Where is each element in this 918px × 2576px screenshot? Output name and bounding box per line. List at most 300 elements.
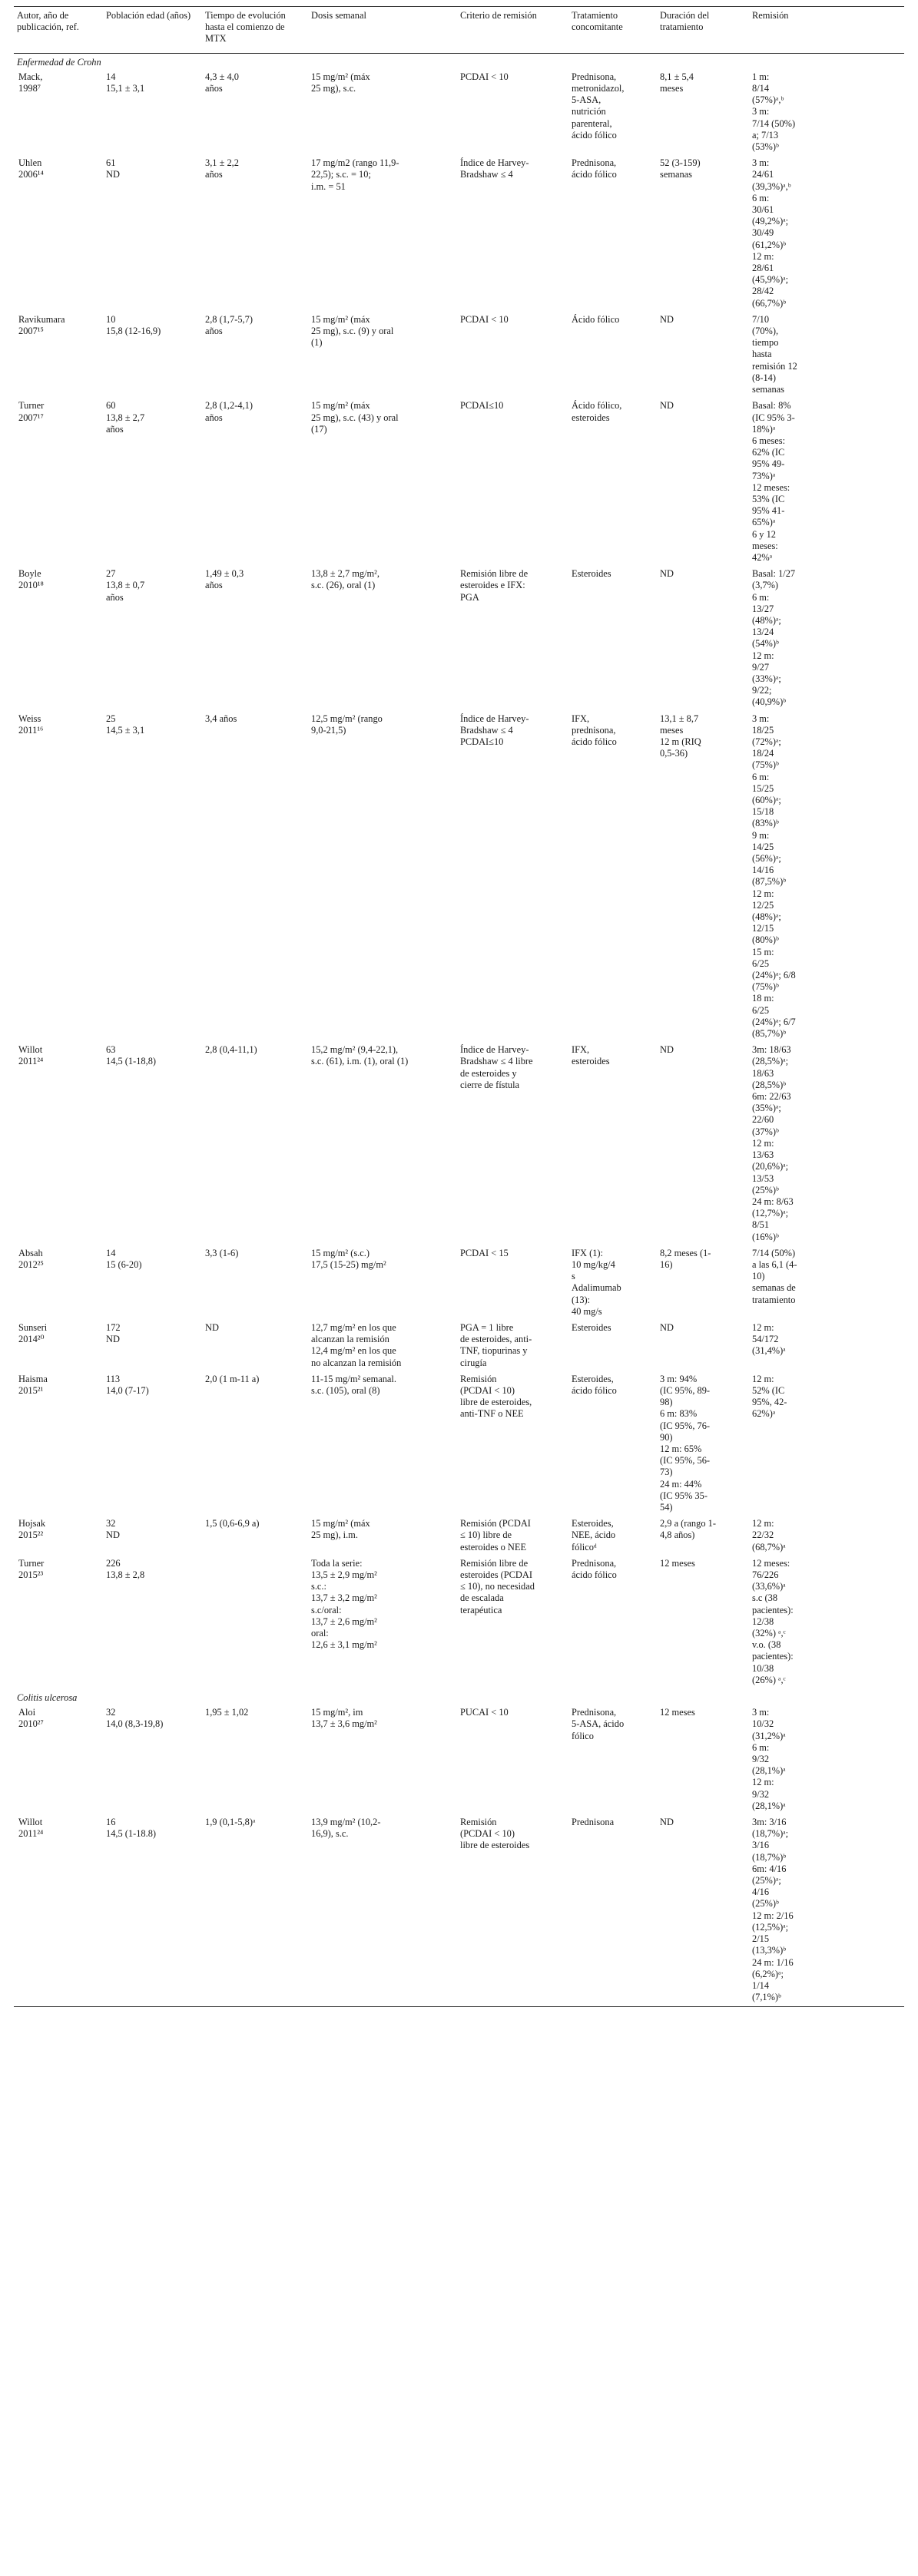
cell-line: 25 mg), s.c. (43) y oral [311,412,399,423]
cell-line: Weiss [18,713,41,724]
cell-line: Ravikumara [18,313,65,325]
cell-line: (16%)ᵇ [752,1231,779,1242]
cell-concomitant [568,1372,657,1516]
cell-criterion [457,1516,568,1556]
cell-line: 22/60 [752,1114,774,1126]
cell-remission [749,156,904,312]
cell-line: 2015²² [18,1529,44,1541]
cell-line: 15 (6-20) [106,1258,142,1270]
cell-line: 8,2 meses (1- [660,1247,711,1258]
cell-evolution [202,1815,308,2007]
cell-line: 22/32 [752,1529,774,1541]
cell-duration [657,567,749,711]
cell-population [103,70,202,156]
cell-line: (12,5%)ᵃ; [752,1921,789,1933]
cell-line: 28/61 [752,263,774,274]
cell-criterion [457,398,568,567]
cell-line: 13,8 ± 2,7 [106,412,145,423]
cell-line: 14 [106,71,116,82]
cell-line: (IC 95%, 76- [660,1420,711,1431]
cell-line: 9/27 [752,661,770,673]
cell-line: Basal: 1/27 [752,568,796,580]
cell-dose [308,712,457,1043]
cell-dose [308,1043,457,1245]
header-author: Autor, año de publicación, ref. [14,7,103,54]
cell-dose [308,1372,457,1516]
cell-line: meses [660,83,684,94]
cell-criterion [457,1815,568,2007]
cell-line: 16,9), s.c. [311,1828,349,1840]
cell-line: 7/14 (50%) [752,117,796,129]
cell-dose [308,1516,457,1556]
cell-line: 14,5 (1-18,8) [106,1056,157,1067]
cell-line: Mack, [18,71,43,82]
cell-line: (8-14) [752,372,776,383]
cell-line: pacientes): [752,1604,794,1615]
cell-line: 15 m: [752,946,774,957]
cell-line: PCDAI≤10 [460,736,504,747]
cell-line: 12,4 mg/m² en los que [311,1345,396,1357]
cell-line: 12 m: [752,1321,774,1333]
cell-line: 15,8 (12-16,9) [106,326,161,337]
cell-line: 3 m: 94% [660,1373,698,1384]
cell-line: 9,0-21,5) [311,724,346,736]
cell-line: 13,5 ± 2,9 mg/m² [311,1569,377,1580]
table-row [14,712,904,1043]
cell-dose [308,156,457,312]
cell-population [103,1516,202,1556]
cell-line: 2011²⁴ [18,1056,44,1067]
cell-line: s.c (38 [752,1592,778,1604]
cell-line: ≤ 10), no necesidad [460,1581,535,1592]
cell-line: Esteroides, [572,1373,614,1384]
cell-line: (48%)ᵃ; [752,614,781,626]
cell-line: años [205,326,223,337]
cell-author [14,1815,103,2007]
cell-criterion [457,1556,568,1689]
cell-line: 12 m: [752,1777,774,1788]
cell-line: (56%)ᵃ; [752,853,781,865]
table-body [14,53,904,2007]
cell-line: 8/14 [752,83,770,94]
cell-line: 15/25 [752,782,774,794]
cell-line: (6,2%)ᵃ; [752,1968,784,1979]
cell-line: (53%)ᵇ [752,141,779,153]
table-row [14,1043,904,1245]
cell-line: ácido fólico [572,169,617,180]
cell-duration [657,1043,749,1245]
cell-line: (45,9%)ᵃ; [752,274,789,286]
cell-line: años [106,591,124,603]
cell-line: 15 mg/m² (máx [311,1518,370,1529]
cell-line: 13,7 ± 2,6 mg/m² [311,1615,377,1627]
cell-line: 62% (IC [752,447,785,458]
cell-line: años [205,412,223,423]
cell-line: 12,5 mg/m² (rango [311,713,383,724]
cell-line: (66,7%)ᵇ [752,297,787,309]
cell-line: Sunseri [18,1321,48,1333]
cell-remission [749,312,904,398]
cell-author [14,398,103,567]
cell-line: 95% 49- [752,458,785,470]
cell-line: Aloi [18,1707,36,1718]
header-evolution: Tiempo de evolución hasta el comienzo de MTX [202,7,308,54]
cell-line: (IC 95%, 89- [660,1384,711,1396]
cell-duration [657,312,749,398]
cell-line: (28,1%)ᵃ [752,1800,786,1811]
cell-author [14,1516,103,1556]
cell-line: 24/61 [752,169,774,180]
cell-author [14,1321,103,1372]
cell-line: 73%)ᵃ [752,470,776,481]
cell-author [14,1705,103,1815]
cell-line: terapéutica [460,1604,502,1615]
cell-line: nutrición [572,106,606,117]
cell-line: 2014²⁰ [18,1334,45,1345]
cell-line: Esteroides [572,568,611,580]
cell-line: Willot [18,1044,43,1056]
cell-line: (37%)ᵇ [752,1126,779,1137]
cell-line: (33%)ᵃ; [752,673,781,684]
cell-concomitant [568,1815,657,2007]
cell-line: de esteroides y [460,1067,517,1079]
cell-line: de esteroides, anti- [460,1334,532,1345]
cell-population [103,1372,202,1516]
cell-author [14,1043,103,1245]
cell-remission [749,1246,904,1321]
cell-remission [749,1516,904,1556]
cell-dose [308,312,457,398]
cell-line: Bradshaw ≤ 4 [460,169,513,180]
cell-line: (57%)ᵃ,ᵇ [752,94,784,106]
cell-line: 2015²³ [18,1569,44,1580]
cell-line: 12 m: [752,1373,774,1384]
cell-line: (28,5%)ᵃ; [752,1056,789,1067]
cell-line: (26%) ᵃ,ᶜ [752,1674,786,1685]
cell-line: s.c/oral: [311,1604,342,1615]
cell-concomitant [568,70,657,156]
cell-line: (70%), [752,326,779,337]
cell-line: Remisión libre de [460,1557,529,1569]
cell-line: 9/22; [752,685,772,696]
cell-line: 2,8 (1,7-5,7) [205,313,253,325]
cell-line: (31,2%)ᵃ [752,1730,786,1741]
cell-evolution [202,1556,308,1689]
cell-line: Turner [18,1557,45,1569]
cell-line: anti-TNF o NEE [460,1408,524,1420]
cell-line: 12/25 [752,899,774,911]
cell-line: s.c. (105), oral (8) [311,1384,380,1396]
cell-line: 1,95 ± 1,02 [205,1707,249,1718]
cell-duration [657,1246,749,1321]
cell-line: 28/42 [752,286,774,297]
cell-line: Ácido fólico, [572,400,622,412]
cell-line: 63 [106,1044,116,1056]
cell-line: Toda la serie: [311,1557,363,1569]
cell-line: 13,8 ± 2,8 [106,1569,145,1580]
cell-line: IFX (1): [572,1247,603,1258]
cell-line: 54/172 [752,1334,779,1345]
cell-line: 12 m: [752,888,774,899]
cell-line: ND [106,169,120,180]
cell-line: 2,0 (1 m-11 a) [205,1373,260,1384]
cell-line: (13): [572,1294,591,1305]
cell-population [103,156,202,312]
cell-line: a; 7/13 [752,129,779,141]
cell-line: (54%)ᵇ [752,638,779,650]
cell-line: Remisión libre de [460,568,529,580]
cell-line: ND [106,1529,120,1541]
cell-remission [749,1705,904,1815]
cell-population [103,1815,202,2007]
cell-line: s.c.: [311,1581,326,1592]
cell-line: Esteroides, [572,1518,614,1529]
cell-line: 113 [106,1373,121,1384]
cell-line: (IC 95%, 56- [660,1455,711,1467]
cell-line: i.m. = 51 [311,180,346,192]
cell-line: 6 m: 83% [660,1408,698,1420]
cell-line: esteroides [572,1056,610,1067]
cell-line: 15,1 ± 3,1 [106,83,145,94]
cell-line: 2011¹⁶ [18,724,44,736]
cell-line: 15 mg/m² (máx [311,71,370,82]
cell-line: 4,8 años) [660,1529,695,1541]
cell-line: Willot [18,1817,43,1828]
cell-line: 11-15 mg/m² semanal. [311,1373,396,1384]
cell-evolution [202,1372,308,1516]
cell-line: de escalada [460,1592,504,1604]
cell-criterion [457,712,568,1043]
cell-line: 25 mg), s.c. [311,83,356,94]
cell-line: (18,7%)ᵇ [752,1851,787,1863]
cell-line: 1 m: [752,71,770,82]
cell-line: (PCDAI < 10) [460,1384,515,1396]
cell-line: ND [660,568,674,580]
cell-line: 30/49 [752,227,774,239]
cell-criterion [457,1321,568,1372]
cell-line: (31,4%)ᵃ [752,1345,786,1357]
cell-author [14,712,103,1043]
cell-line: 22,5); s.c. = 10; [311,169,371,180]
cell-line: Turner [18,400,45,412]
cell-line: 14/25 [752,841,774,852]
cell-line: TNF, tiopurinas y [460,1345,528,1357]
cell-line: 12,7 mg/m² en los que [311,1321,396,1333]
cell-line: 13,8 ± 0,7 [106,580,145,591]
cell-line: PGA [460,591,479,603]
cell-line: 3 m: [752,157,770,169]
cell-evolution [202,312,308,398]
cell-line: 5-ASA, ácido [572,1718,625,1730]
cell-population [103,1705,202,1815]
cell-line: 6m: 4/16 [752,1863,787,1874]
cell-line: 95% 41- [752,505,785,517]
cell-line: PGA = 1 libre [460,1321,514,1333]
cell-evolution [202,1705,308,1815]
cell-line: Índice de Harvey- [460,1044,529,1056]
cell-line: 8,1 ± 5,4 [660,71,694,82]
cell-line: 3,3 (1-6) [205,1247,239,1258]
cell-line: 17 mg/m2 (rango 11,9- [311,157,399,169]
cell-population [103,1321,202,1372]
cell-line: (33,6%)ᵃ [752,1581,786,1592]
cell-line: 172 [106,1321,121,1333]
cell-line: 6 m: [752,591,770,603]
cell-line: 9/32 [752,1788,770,1800]
cell-line: Bradshaw ≤ 4 libre [460,1056,533,1067]
cell-criterion [457,1705,568,1815]
cell-line: 12 m (RIQ [660,736,701,747]
cell-line: 3m: 18/63 [752,1044,791,1056]
cell-line: 25 [106,713,116,724]
cell-concomitant [568,398,657,567]
cell-line: PCDAI < 15 [460,1247,509,1258]
cell-line: 95%, 42- [752,1397,787,1408]
cell-line: 32 [106,1707,116,1718]
cell-line: PUCAI < 10 [460,1707,509,1718]
section-title: Colitis ulcerosa [17,1692,78,1704]
table-row [14,1516,904,1556]
cell-line: esteroides o NEE [460,1541,527,1553]
cell-line: ND [660,400,674,412]
cell-line: 13/53 [752,1172,774,1184]
cell-dose [308,1815,457,2007]
cell-line: 1,5 (0,6-6,9 a) [205,1518,260,1529]
cell-line: 24 m: 44% [660,1478,702,1490]
cell-dose [308,70,457,156]
cell-author [14,1246,103,1321]
cell-line: años [106,423,124,435]
cell-line: 61 [106,157,116,169]
cell-line: Absah [18,1247,43,1258]
cell-line: 2006¹⁴ [18,169,44,180]
cell-line: 25 mg), s.c. (9) y oral [311,326,394,337]
cell-line: remisión 12 [752,360,797,372]
cell-line: 6/25 [752,957,770,969]
header-remission: Remisión [749,7,904,54]
cell-remission [749,1321,904,1372]
cell-line: 1998⁷ [18,83,41,94]
cell-line: 8/51 [752,1219,770,1231]
header-duration: Duración del tratamiento [657,7,749,54]
cell-line: 1,9 (0,1-5,8)ᵃ [205,1817,256,1828]
cell-line: 6 m: [752,771,770,782]
cell-line: Esteroides [572,1321,611,1333]
cell-line: a las 6,1 (4- [752,1258,797,1270]
cell-line: 90) [660,1431,673,1443]
cell-criterion [457,567,568,711]
cell-line: Uhlen [18,157,42,169]
cell-line: 54) [660,1501,673,1513]
cell-line: ácido fólico [572,1384,617,1396]
cell-remission [749,567,904,711]
cell-line: 18 m: [752,993,774,1004]
cell-line: 3 m: [752,1707,770,1718]
cell-line: (35%)ᵃ; [752,1103,781,1114]
cell-line: 12/15 [752,923,774,934]
cell-line: 3/16 [752,1840,770,1851]
cell-duration [657,156,749,312]
cell-line: 12 m: [752,650,774,661]
cell-line: (32%) ᵃ,ᶜ [752,1628,786,1639]
cell-line: 14 [106,1247,116,1258]
cell-line: s.c. (26), oral (1) [311,580,376,591]
cell-line: Prednisona, [572,157,617,169]
cell-line: (25%)ᵃ; [752,1875,781,1887]
cell-line: 2,8 (0,4-11,1) [205,1044,257,1056]
cell-evolution [202,567,308,711]
cell-remission [749,712,904,1043]
cell-line: 12 m: 2/16 [752,1910,794,1921]
cell-line: libre de esteroides, [460,1397,532,1408]
cell-line: 9/32 [752,1754,770,1765]
cell-duration [657,1372,749,1516]
cell-line: (28,5%)ᵇ [752,1079,787,1090]
cell-line: (24%)ᵃ; 6/7 [752,1016,796,1027]
cell-line: meses [660,724,684,736]
cell-line: ácido fólico [572,129,617,141]
cell-line: 6 m: [752,1741,770,1753]
cell-dose [308,398,457,567]
cell-line: pacientes): [752,1651,794,1662]
cell-population [103,712,202,1043]
cell-evolution [202,156,308,312]
cell-line: 4,3 ± 4,0 [205,71,239,82]
cell-concomitant [568,1556,657,1689]
cell-line: s.c. (61), i.m. (1), oral (1) [311,1056,409,1067]
cell-line: 40 mg/s [572,1305,602,1317]
cell-line: 6m: 22/63 [752,1091,791,1103]
table-row [14,398,904,567]
cell-line: Basal: 8% [752,400,791,412]
cell-criterion [457,312,568,398]
cell-line: 9 m: [752,829,770,841]
cell-line: 52% (IC [752,1384,785,1396]
cell-population [103,312,202,398]
cell-criterion [457,156,568,312]
cell-line: (72%)ᵃ; [752,736,781,747]
cell-line: semanas de [752,1282,796,1294]
cell-line: (13,3%)ᵇ [752,1945,787,1956]
cell-line: 12/38 [752,1615,774,1627]
cell-line: IFX, [572,1044,590,1056]
table-row [14,156,904,312]
cell-line: 2011²⁴ [18,1828,44,1840]
cell-line: años [205,169,223,180]
cell-line: NEE, ácido [572,1529,616,1541]
cell-line: 4/16 [752,1887,770,1898]
cell-line: (20,6%)ᵃ; [752,1161,789,1172]
cell-line: ácido fólico [572,1569,617,1580]
cell-criterion [457,1246,568,1321]
cell-line: 6 meses: [752,435,786,446]
cell-line: cirugía [460,1357,487,1368]
cell-line: semanas [752,384,784,395]
cell-line: tiempo [752,337,779,349]
cell-line: 1,49 ± 0,3 [205,568,244,580]
cell-line: (40,9%)ᵇ [752,696,787,708]
cell-line: 15 mg/m², im [311,1707,363,1718]
cell-line: ácido fólico [572,736,617,747]
cell-line: 2015²¹ [18,1384,44,1396]
cell-concomitant [568,1043,657,1245]
cell-line: parenteral, [572,117,612,129]
cell-line: 12,6 ± 3,1 mg/m² [311,1639,377,1651]
cell-line: metronidazol, [572,83,625,94]
cell-line: 60 [106,400,116,412]
cell-line: 2,8 (1,2-4,1) [205,400,253,412]
cell-evolution [202,398,308,567]
